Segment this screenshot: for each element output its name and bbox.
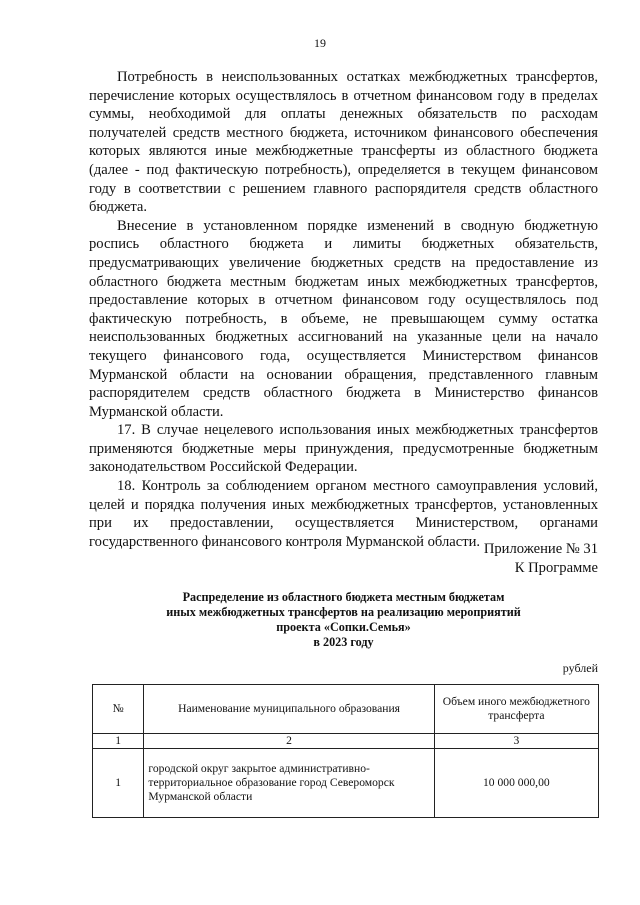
budget-table	[92, 684, 599, 818]
units-label: рублей	[562, 661, 598, 675]
table-cell: городской округ закрытое административно-территориальное образование город Североморск Мурманской области	[144, 749, 434, 818]
table-cell: 10 000 000,00	[434, 749, 598, 818]
paragraph: 17. В случае нецелевого использования иных межбюджетных трансфертов применяются бюджетные меры принуждения, предусмотренные бюджетным законодательством Российской Федерации.	[89, 422, 598, 476]
paragraph: Внесение в установленном порядке изменений в сводную бюджетную роспись областного бюджета и лимиты бюджетных обязательств, предусматривающих увеличение бюджетных средств на предоставление из областного бюджета местным бюджетам иных межбюджетных трансфертов, предоставление которых в отчетном финансовом году осуществлялось под фактическую потребность, в объеме, не превышающем сумму остатка неиспользованных бюджетных ассигнований на указанные цели на начало текущего финансового года, осуществляется Министерством финансов Мурманской области на основании обращения, представленного главным распорядителем средств областного бюджета в Министерство финансов Мурманской области.	[89, 217, 598, 420]
column-header-number: №	[93, 685, 144, 734]
table-cell: 3	[434, 734, 598, 749]
column-header-amount: Объем иного межбюджетного трансферта	[434, 685, 598, 734]
table-header-row	[93, 685, 599, 734]
table-cell: 1	[93, 734, 144, 749]
appendix-reference: К Программе	[514, 560, 598, 576]
table-cell: 2	[144, 734, 434, 749]
paragraph: 18. Контроль за соблюдением органом местного самоуправления условий, целей и порядка получения иных межбюджетных трансфертов, установленных при их предоставлении, осуществляется Министерством, органами государственного финансового контроля Мурманской области.	[89, 478, 598, 550]
page-number: 19	[314, 36, 326, 50]
table-title-line: Распределение из областного бюджета местным бюджетам	[182, 590, 505, 604]
table-title-line: в 2023 году	[313, 635, 374, 649]
paragraph: Потребность в неиспользованных остатках межбюджетных трансфертов, перечисление которых осуществлялось в отчетном финансовом году в пределах суммы, необходимой для оплаты денежных обязательств по расходам получателей средств местного бюджета, источником финансового обеспечения которых являются иные межбюджетные трансферты из областного бюджета (далее - под фактическую потребность), определяется в текущем финансовом году в соответствии с решением главного распорядителя средств областного бюджета.	[89, 69, 598, 216]
body-text	[89, 68, 598, 551]
column-header-municipality: Наименование муниципального образования	[144, 685, 434, 734]
table-index-row	[93, 734, 599, 749]
table-title-line: проекта «Сопки.Семья»	[276, 620, 411, 634]
appendix-number: Приложение № 31	[483, 541, 598, 557]
table-row	[93, 749, 599, 818]
appendix-header	[484, 540, 598, 578]
table-title-line: иных межбюджетных трансфертов на реализацию мероприятий	[166, 605, 521, 619]
table-title	[89, 590, 598, 650]
table-cell: 1	[93, 749, 144, 818]
